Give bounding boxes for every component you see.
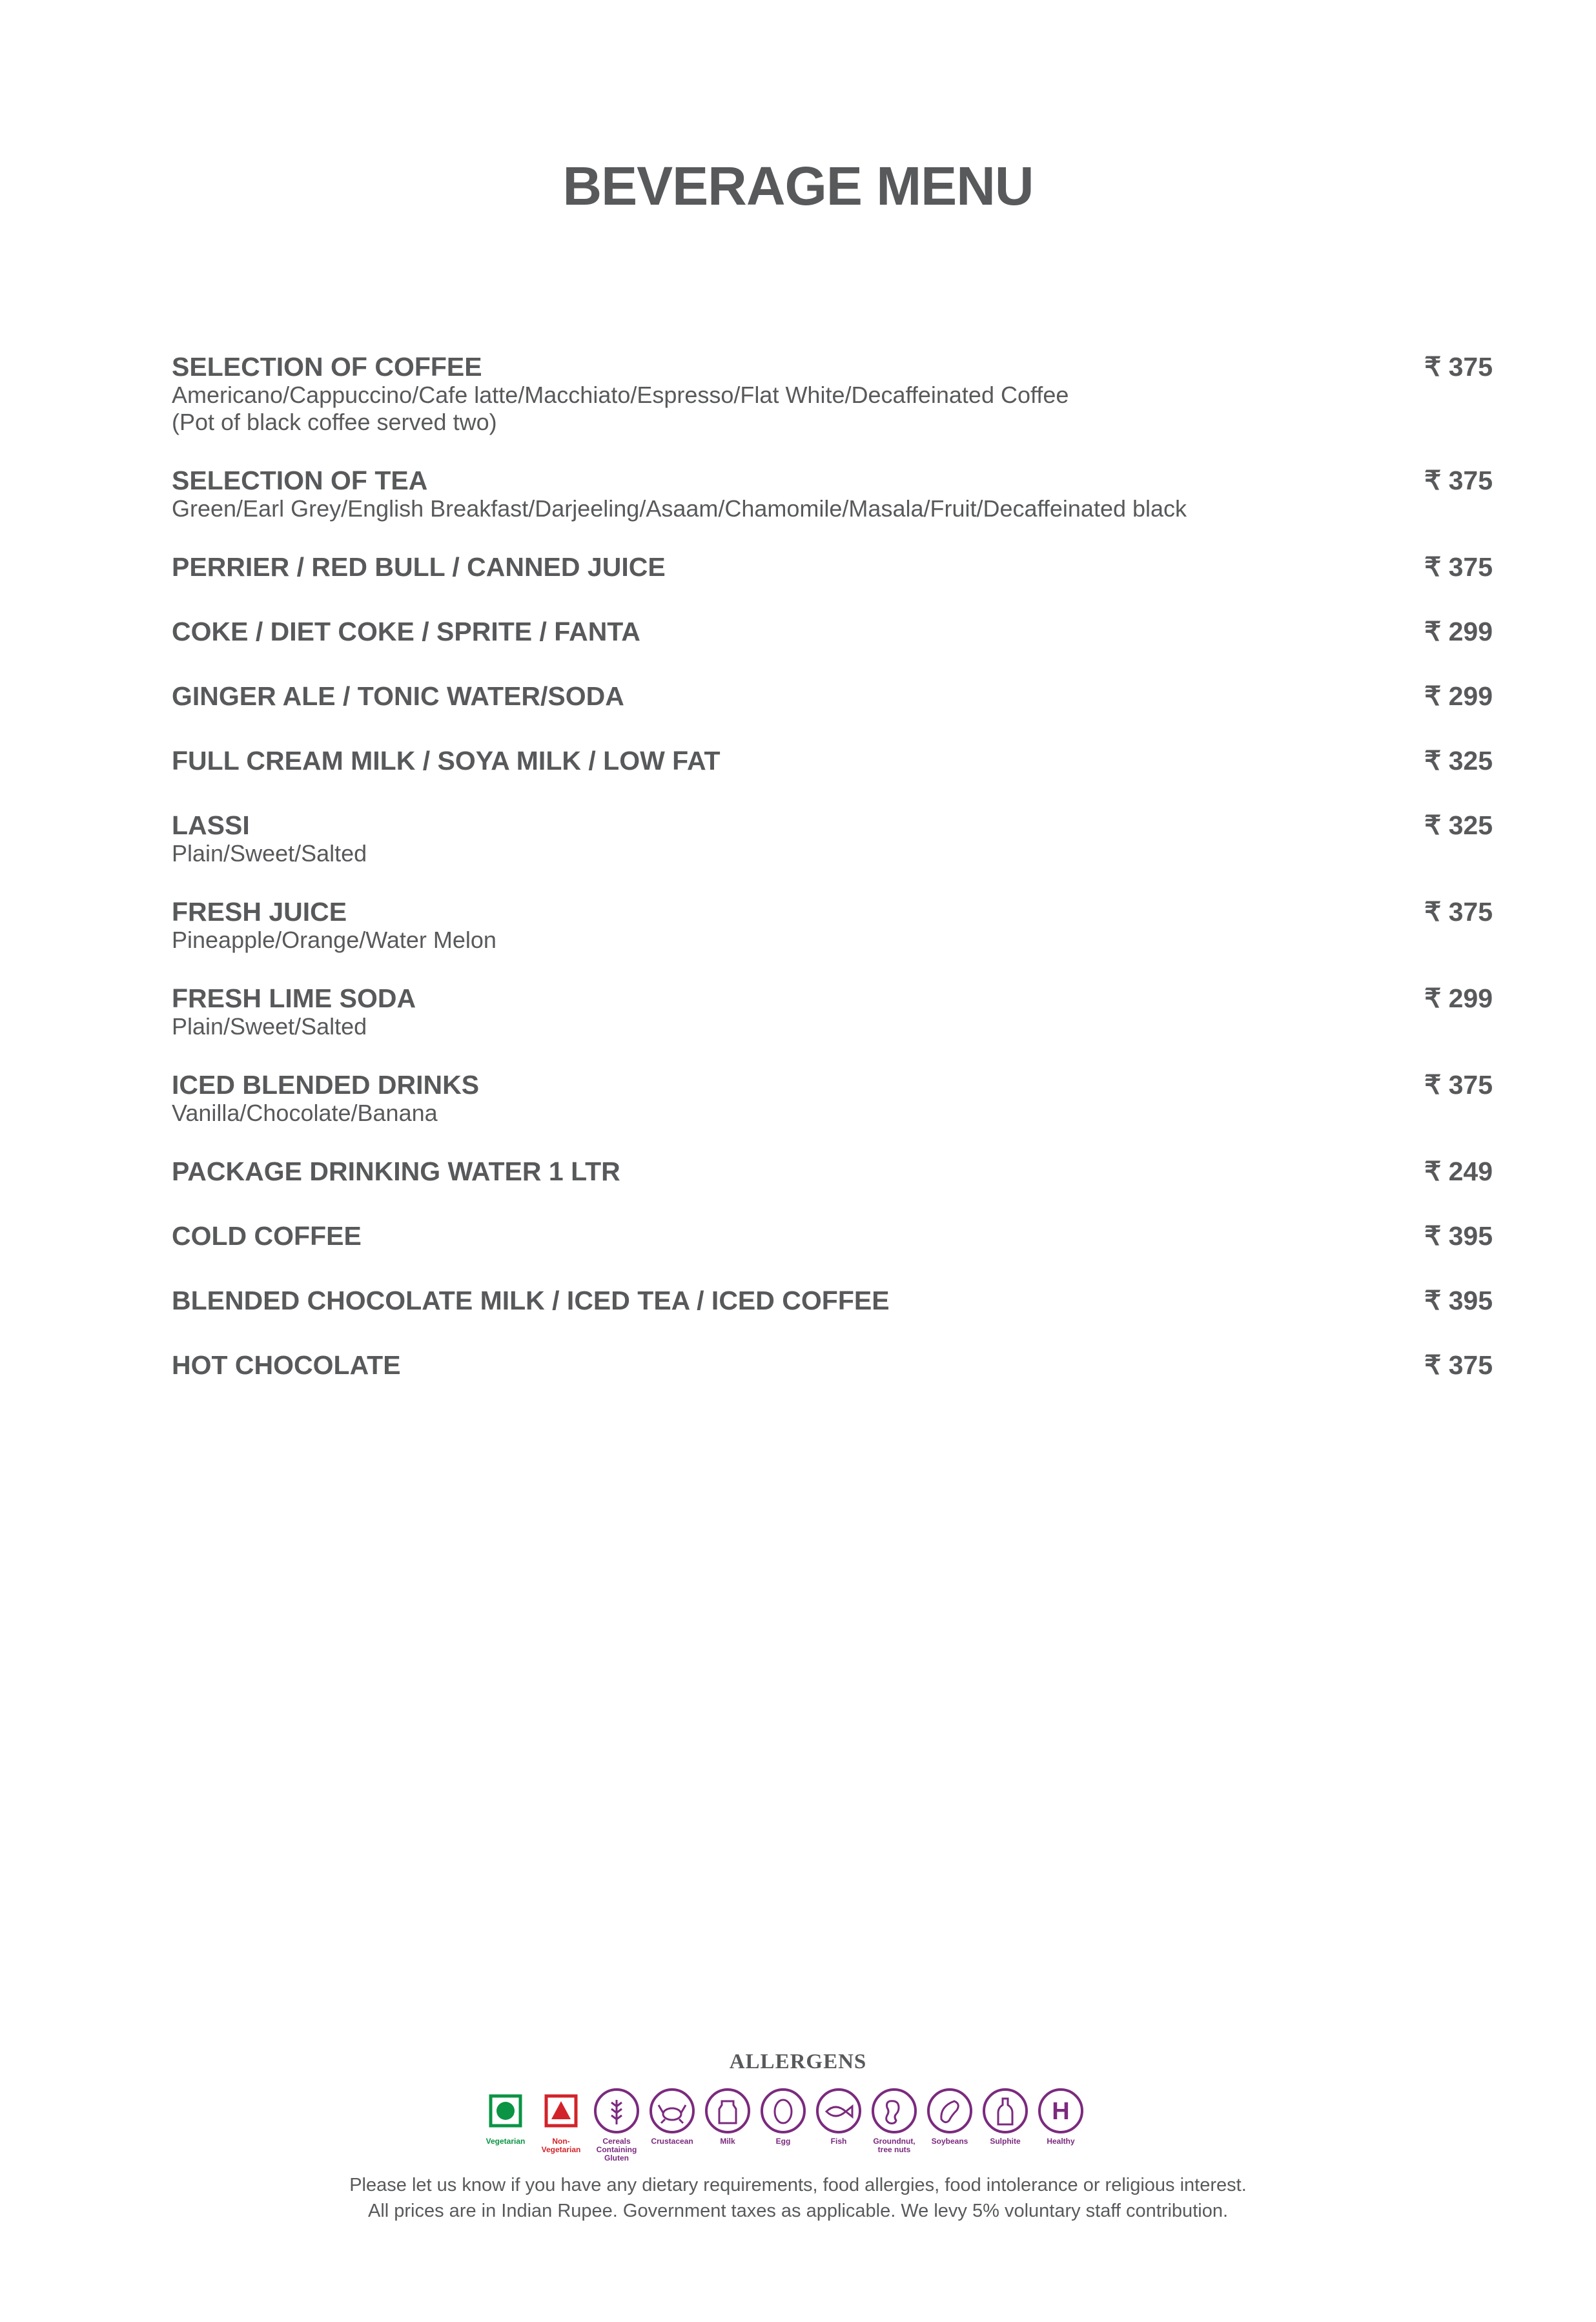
menu-item-name: HOT CHOCOLATE (172, 1350, 401, 1380)
egg-allergen (755, 2087, 811, 2146)
allergens-heading: ALLERGENS (729, 2050, 867, 2073)
groundnut-allergen (866, 2087, 922, 2154)
allergen-label: Sulphite (990, 2137, 1021, 2146)
allergen-label: Healthy (1047, 2137, 1075, 2146)
menu-item-description: (Pot of black coffee served two) (172, 409, 497, 435)
menu-item (172, 466, 1493, 522)
menu-item-price: ₹ 375 (1424, 1350, 1493, 1380)
menu-item (172, 746, 1493, 776)
menu-item-name: COKE / DIET COKE / SPRITE / FANTA (172, 617, 640, 646)
menu-item (172, 1221, 1493, 1251)
soybeans-icon (926, 2087, 974, 2135)
allergen-label: Non-Vegetarian (541, 2137, 581, 2154)
menu-item-name: PERRIER / RED BULL / CANNED JUICE (172, 552, 666, 582)
menu-item-price: ₹ 299 (1424, 617, 1493, 646)
menu-item-description: Plain/Sweet/Salted (172, 840, 367, 867)
allergen-label: Groundnut, tree nuts (873, 2137, 916, 2154)
allergen-label: Milk (720, 2137, 735, 2146)
sulphite-icon (981, 2087, 1029, 2135)
allergen-label: Vegetarian (486, 2137, 526, 2146)
footer-note-prices: All prices are in Indian Rupee. Government taxes as applicable. We levy 5% voluntary staff contribution. (367, 2201, 1229, 2221)
svg-text:H: H (1052, 2098, 1070, 2125)
milk-icon (704, 2087, 752, 2135)
footer-note-dietary: Please let us know if you have any dietary requirements, food allergies, food intolerance or religious interest. (349, 2175, 1247, 2195)
menu-item (172, 1286, 1493, 1315)
soybeans-allergen (922, 2087, 977, 2146)
menu-item-price: ₹ 299 (1424, 681, 1493, 711)
menu-item (172, 352, 1493, 436)
menu-item-description: Plain/Sweet/Salted (172, 1013, 367, 1040)
allergen-label: Soybeans (931, 2137, 968, 2146)
menu-item (172, 810, 1493, 867)
menu-item (172, 897, 1493, 954)
cereals-icon (593, 2087, 640, 2135)
menu-item (172, 617, 1493, 646)
menu-item-name: BLENDED CHOCOLATE MILK / ICED TEA / ICED COFFEE (172, 1286, 890, 1315)
allergen-label: Fish (830, 2137, 847, 2146)
menu-item (172, 983, 1493, 1040)
menu-item-price: ₹ 299 (1424, 983, 1493, 1013)
menu-item-price: ₹ 325 (1424, 746, 1493, 776)
menu-item-name: FULL CREAM MILK / SOYA MILK / LOW FAT (172, 746, 721, 776)
menu-item-description: Pineapple/Orange/Water Melon (172, 927, 496, 953)
menu-item-name: PACKAGE DRINKING WATER 1 LTR (172, 1156, 620, 1186)
page-title: BEVERAGE MENU (562, 156, 1034, 216)
menu-item-description: Green/Earl Grey/English Breakfast/Darjeeling/Asaam/Chamomile/Masala/Fruit/Decaffeinated black (172, 495, 1187, 522)
allergen-icons (478, 2087, 1123, 2164)
vegetarian-icon (482, 2087, 529, 2135)
menu-item-name: COLD COFFEE (172, 1221, 362, 1251)
menu-list (172, 352, 1493, 1415)
menu-item (172, 681, 1493, 711)
healthy-icon (1037, 2087, 1085, 2135)
allergen-label: Egg (775, 2137, 791, 2146)
allergen-label: Crustacean (651, 2137, 693, 2146)
menu-item-price: ₹ 249 (1424, 1156, 1493, 1186)
menu-item-name: FRESH JUICE (172, 897, 347, 927)
menu-item-name: ICED BLENDED DRINKS (172, 1070, 480, 1100)
cereals-allergen (589, 2087, 644, 2163)
allergen-label: Cereals Containing Gluten (596, 2137, 637, 2163)
menu-item-name: GINGER ALE / TONIC WATER/SODA (172, 681, 624, 711)
non-vegetarian-allergen (533, 2087, 589, 2154)
menu-item-price: ₹ 375 (1424, 352, 1493, 382)
fish-allergen (811, 2087, 866, 2146)
menu-item-price: ₹ 375 (1424, 1070, 1493, 1100)
sulphite-allergen (977, 2087, 1033, 2146)
non-vegetarian-icon (537, 2087, 585, 2135)
menu-item-price: ₹ 395 (1424, 1221, 1493, 1251)
menu-item-price: ₹ 375 (1424, 552, 1493, 582)
menu-item (172, 552, 1493, 582)
menu-item-name: SELECTION OF TEA (172, 466, 428, 495)
menu-item-price: ₹ 375 (1424, 897, 1493, 927)
menu-item (172, 1156, 1493, 1186)
crustacean-allergen (644, 2087, 700, 2146)
menu-item (172, 1350, 1493, 1380)
menu-item-name: LASSI (172, 810, 250, 840)
menu-item-name: FRESH LIME SODA (172, 983, 416, 1013)
menu-item (172, 1070, 1493, 1127)
groundnut-icon (870, 2087, 918, 2135)
fish-icon (815, 2087, 863, 2135)
healthy-allergen (1033, 2087, 1089, 2146)
menu-item-description: Vanilla/Chocolate/Banana (172, 1100, 438, 1126)
milk-allergen (700, 2087, 755, 2146)
egg-icon (759, 2087, 807, 2135)
vegetarian-allergen (478, 2087, 533, 2146)
menu-item-price: ₹ 395 (1424, 1286, 1493, 1315)
menu-item-name: SELECTION OF COFFEE (172, 352, 482, 382)
menu-item-price: ₹ 375 (1424, 466, 1493, 495)
crustacean-icon (648, 2087, 696, 2135)
menu-item-price: ₹ 325 (1424, 810, 1493, 840)
menu-item-description: Americano/Cappuccino/Cafe latte/Macchiato/Espresso/Flat White/Decaffeinated Coffee (172, 382, 1069, 408)
